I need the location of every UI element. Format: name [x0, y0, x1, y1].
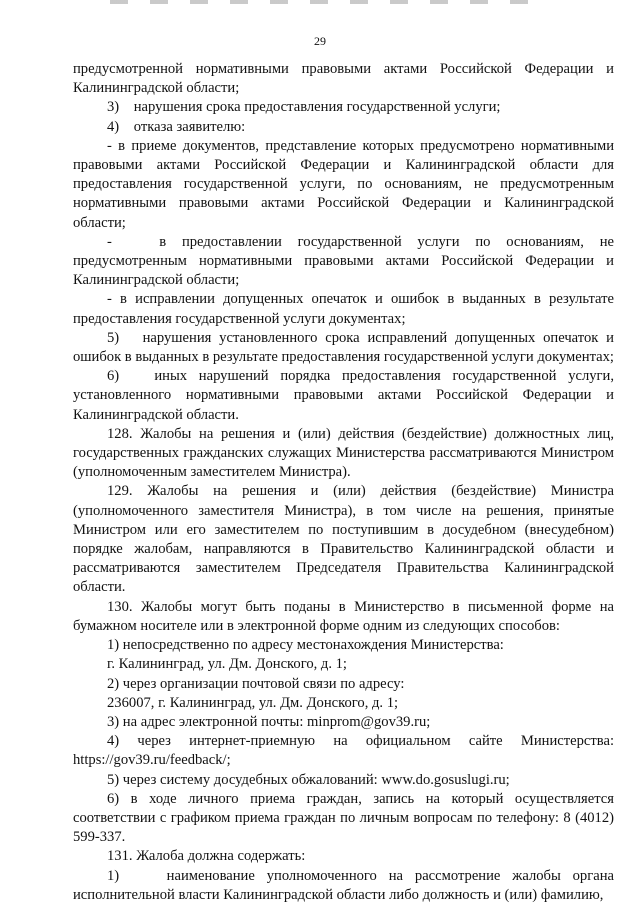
page-number: 29	[314, 34, 326, 48]
list-item: 6) в ходе личного приема граждан, запись на который осуществляется соответствии с графиком приема граждан по личным вопросам по телефону: 8 (4012) 599-337.	[73, 790, 614, 846]
scan-artifact	[110, 0, 530, 4]
list-item: 4) через интернет-приемную на официальном сайте Министерства: https://gov39.ru/feedback/;	[73, 733, 614, 769]
paragraph: 6) иных нарушений порядка предоставления государственной услуги, установленного нормативными правовыми актами Российской Федерации и Калининградской области.	[73, 368, 614, 423]
paragraph: 4) отказа заявителю:	[107, 118, 246, 135]
list-item: 2) через организации почтовой связи по адресу:	[107, 675, 405, 692]
paragraph: - в исправлении допущенных опечаток и ошибок в выданных в результате предоставления государственной услуги документах;	[73, 291, 614, 327]
document-body	[73, 60, 614, 905]
list-item: 236007, г. Калининград, ул. Дм. Донского, д. 1;	[107, 694, 399, 711]
paragraph: предусмотренной нормативными правовыми актами Российской Федерации и Калининградской области;	[73, 61, 614, 97]
paragraph: 129. Жалобы на решения и (или) действия (бездействие) Министра (уполномоченного заместителя Министра), в том числе на решения, принятые Министром или его заместителем по поступившим в досудебном (внесудебном) порядке жалобам, направляются в Правительство Калининградской области и рассматриваются заместителем Председателя Правительства Калининградской области.	[73, 483, 614, 596]
list-item: 1) непосредственно по адресу местонахождения Министерства:	[107, 637, 504, 654]
list-item: 5) через систему досудебных обжалований: www.do.gosuslugi.ru;	[107, 771, 510, 788]
list-item: г. Калининград, ул. Дм. Донского, д. 1;	[107, 656, 347, 673]
paragraph: 130. Жалобы могут быть поданы в Министерство в письменной форме на бумажном носителе или в электронной форме одним из следующих способов:	[73, 598, 614, 634]
paragraph: 3) нарушения срока предоставления государственной услуги;	[107, 99, 501, 116]
paragraph: 128. Жалобы на решения и (или) действия (бездействие) должностных лиц, государственных гражданских служащих Министерства рассматриваются Министром (уполномоченным заместителем Министра).	[73, 425, 614, 481]
paragraph: - в предоставлении государственной услуги по основаниям, не предусмотренным нормативными правовыми актами Российской Федерации и Калининградской области;	[73, 233, 614, 289]
list-item: 3) на адрес электронной почты: minprom@gov39.ru;	[107, 713, 431, 730]
paragraph: 5) нарушения установленного срока исправлений допущенных опечаток и ошибок в выданных в результате предоставления государственной услуги документах;	[73, 329, 614, 366]
paragraph: - в приеме документов, представление которых предусмотрено нормативными правовыми актами Российской Федерации и Калининградской области для предоставления государственной услуги, по основаниям, не предусмотренным нормативными правовыми актами Российской Федерации и Калининградской области;	[73, 137, 614, 231]
paragraph: 131. Жалоба должна содержать:	[107, 848, 306, 865]
paragraph: 1) наименование уполномоченного на рассмотрение жалобы органа исполнительной власти Калининградской области либо должность и (или) фамилию,	[73, 867, 614, 903]
